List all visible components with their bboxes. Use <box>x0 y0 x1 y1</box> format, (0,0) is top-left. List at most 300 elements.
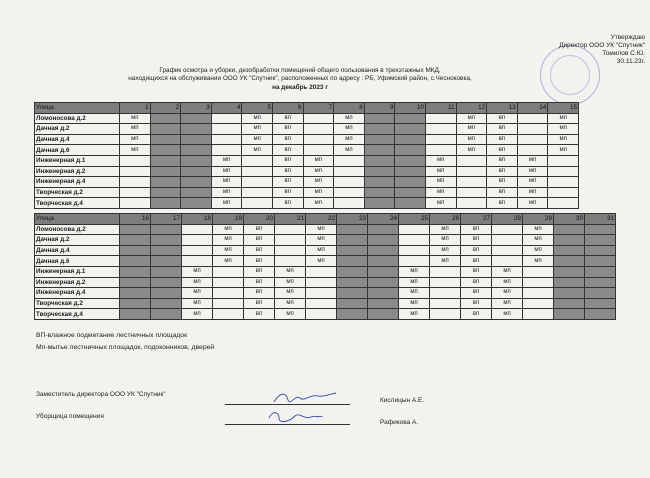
schedule-cell <box>242 166 273 177</box>
schedule-cell: мп <box>492 309 523 320</box>
schedule-cell: мп <box>182 277 213 288</box>
schedule-cell: вп <box>461 309 492 320</box>
schedule-cell: мп <box>306 235 337 246</box>
schedule-cell: вп <box>461 298 492 309</box>
schedule-cell: вп <box>272 155 303 166</box>
schedule-cell: мп <box>303 198 334 209</box>
schedule-cell: вп <box>244 298 275 309</box>
header-day: 1 <box>120 103 151 114</box>
schedule-cell: мп <box>275 309 306 320</box>
table-row <box>35 256 616 267</box>
table-row <box>35 298 616 309</box>
header-street: Улица <box>35 214 120 225</box>
header-day: 27 <box>461 214 492 225</box>
schedule-cell: вп <box>487 198 518 209</box>
street-name: Инженерная д.2 <box>35 166 120 177</box>
schedule-cell: мп <box>306 256 337 267</box>
schedule-cell <box>425 134 456 145</box>
schedule-cell: мп <box>182 298 213 309</box>
header-day: 6 <box>272 103 303 114</box>
schedule-cell: мп <box>303 155 334 166</box>
header-day: 24 <box>368 214 399 225</box>
table-row <box>35 198 579 209</box>
schedule-cell <box>150 124 181 135</box>
schedule-cell <box>120 235 151 246</box>
schedule-cell: мп <box>523 235 554 246</box>
street-name: Творческая д.4 <box>35 309 120 320</box>
schedule-cell <box>334 187 365 198</box>
schedule-cell <box>151 288 182 299</box>
table-row <box>35 113 579 124</box>
schedule-cell: вп <box>244 245 275 256</box>
schedule-cell <box>554 277 585 288</box>
schedule-cell <box>275 224 306 235</box>
schedule-cell <box>120 224 151 235</box>
schedule-cell <box>120 198 151 209</box>
table-row <box>35 177 579 188</box>
street-name: Дачная д.6 <box>35 145 120 156</box>
schedule-cell <box>151 298 182 309</box>
schedule-cell: вп <box>487 155 518 166</box>
schedule-cell <box>150 155 181 166</box>
schedule-table-days-1-15 <box>34 102 579 209</box>
schedule-cell <box>425 145 456 156</box>
legend-vp: ВП-влажное подметание лестничных площадок <box>36 332 188 339</box>
schedule-cell <box>213 266 244 277</box>
schedule-cell: вп <box>244 266 275 277</box>
schedule-cell: мп <box>523 256 554 267</box>
schedule-cell: мп <box>213 256 244 267</box>
schedule-cell <box>337 245 368 256</box>
schedule-cell: вп <box>272 134 303 145</box>
schedule-cell <box>368 266 399 277</box>
schedule-cell: мп <box>211 155 242 166</box>
schedule-cell: вп <box>272 198 303 209</box>
schedule-cell <box>585 277 616 288</box>
header-day: 12 <box>456 103 487 114</box>
schedule-cell: мп <box>120 113 151 124</box>
schedule-cell <box>120 298 151 309</box>
schedule-cell <box>213 309 244 320</box>
schedule-cell <box>585 224 616 235</box>
schedule-cell <box>456 177 487 188</box>
schedule-cell <box>456 187 487 198</box>
schedule-cell: вп <box>461 224 492 235</box>
schedule-cell: мп <box>399 298 430 309</box>
schedule-cell <box>548 166 579 177</box>
header-day: 10 <box>395 103 426 114</box>
schedule-cell <box>523 277 554 288</box>
schedule-cell <box>150 187 181 198</box>
schedule-cell <box>306 288 337 299</box>
schedule-cell: вп <box>272 145 303 156</box>
schedule-cell: мп <box>120 145 151 156</box>
table-row <box>35 166 579 177</box>
schedule-cell <box>585 288 616 299</box>
schedule-cell: вп <box>461 245 492 256</box>
schedule-cell <box>585 235 616 246</box>
schedule-cell <box>456 155 487 166</box>
schedule-cell <box>430 298 461 309</box>
schedule-cell <box>337 266 368 277</box>
schedule-cell <box>151 235 182 246</box>
header-day: 20 <box>244 214 275 225</box>
schedule-cell <box>554 245 585 256</box>
schedule-cell: мп <box>120 134 151 145</box>
schedule-cell: мп <box>430 235 461 246</box>
schedule-cell <box>399 256 430 267</box>
schedule-cell <box>337 224 368 235</box>
schedule-cell <box>182 224 213 235</box>
schedule-cell <box>368 288 399 299</box>
approval-block <box>520 34 645 66</box>
schedule-cell <box>364 124 395 135</box>
schedule-cell: мп <box>425 166 456 177</box>
schedule-cell <box>181 113 212 124</box>
schedule-cell: мп <box>306 245 337 256</box>
schedule-cell <box>181 198 212 209</box>
schedule-cell <box>395 187 426 198</box>
schedule-cell: мп <box>303 177 334 188</box>
schedule-cell: мп <box>303 166 334 177</box>
schedule-cell <box>430 277 461 288</box>
schedule-cell <box>337 235 368 246</box>
schedule-cell <box>430 309 461 320</box>
schedule-cell <box>517 145 548 156</box>
schedule-cell <box>364 113 395 124</box>
schedule-cell <box>181 187 212 198</box>
schedule-cell: мп <box>242 145 273 156</box>
table-row <box>35 288 616 299</box>
schedule-cell: мп <box>182 288 213 299</box>
schedule-cell: мп <box>211 187 242 198</box>
schedule-cell: вп <box>487 134 518 145</box>
schedule-cell <box>523 266 554 277</box>
approval-line: Томилов С.Ю. <box>602 50 645 57</box>
schedule-cell: мп <box>213 224 244 235</box>
schedule-cell <box>151 309 182 320</box>
schedule-cell: мп <box>517 155 548 166</box>
table-row <box>35 235 616 246</box>
header-day: 13 <box>487 103 518 114</box>
schedule-cell <box>395 134 426 145</box>
schedule-cell: мп <box>425 187 456 198</box>
schedule-cell: мп <box>548 113 579 124</box>
schedule-cell: вп <box>487 187 518 198</box>
schedule-cell <box>213 298 244 309</box>
schedule-cell <box>150 198 181 209</box>
header-day: 3 <box>181 103 212 114</box>
header-day: 19 <box>213 214 244 225</box>
schedule-cell <box>517 124 548 135</box>
schedule-cell: вп <box>244 235 275 246</box>
schedule-cell <box>585 266 616 277</box>
schedule-cell <box>554 256 585 267</box>
table-row <box>35 124 579 135</box>
schedule-cell: мп <box>242 134 273 145</box>
schedule-cell <box>395 113 426 124</box>
schedule-cell: мп <box>242 113 273 124</box>
schedule-cell: мп <box>548 145 579 156</box>
legend <box>36 330 214 354</box>
schedule-cell <box>211 113 242 124</box>
schedule-cell <box>368 256 399 267</box>
schedule-cell <box>150 166 181 177</box>
schedule-cell <box>368 245 399 256</box>
schedule-cell: вп <box>487 145 518 156</box>
schedule-cell: мп <box>213 245 244 256</box>
schedule-cell <box>430 266 461 277</box>
schedule-cell <box>399 245 430 256</box>
schedule-cell <box>120 288 151 299</box>
schedule-cell <box>150 113 181 124</box>
schedule-cell: мп <box>399 277 430 288</box>
header-row <box>35 103 579 114</box>
schedule-cell: мп <box>303 187 334 198</box>
schedule-cell <box>150 134 181 145</box>
street-name: Дачная д.2 <box>35 124 120 135</box>
schedule-cell <box>399 235 430 246</box>
schedule-cell: вп <box>244 288 275 299</box>
schedule-cell: вп <box>244 256 275 267</box>
schedule-cell <box>151 266 182 277</box>
schedule-cell: мп <box>211 166 242 177</box>
schedule-cell: вп <box>461 256 492 267</box>
schedule-cell <box>554 309 585 320</box>
street-name: Инженерная д.4 <box>35 288 120 299</box>
signature-name-cleaner: Рафикова А. <box>380 419 419 426</box>
header-day: 2 <box>150 103 181 114</box>
header-day: 30 <box>554 214 585 225</box>
schedule-cell: мп <box>425 198 456 209</box>
schedule-cell <box>334 155 365 166</box>
schedule-cell <box>548 198 579 209</box>
schedule-cell <box>151 245 182 256</box>
schedule-cell: мп <box>334 134 365 145</box>
schedule-cell: мп <box>211 198 242 209</box>
signature-name-deputy: Кислицын А.Е. <box>380 397 425 404</box>
schedule-cell <box>456 198 487 209</box>
schedule-cell <box>120 256 151 267</box>
legend-mp: Мп-мытье лестничных площадок, подоконников, дверей <box>36 344 215 351</box>
schedule-cell <box>548 187 579 198</box>
schedule-cell <box>150 145 181 156</box>
street-name: Дачная д.4 <box>35 245 120 256</box>
schedule-cell <box>242 187 273 198</box>
header-day: 23 <box>337 214 368 225</box>
schedule-cell: вп <box>487 124 518 135</box>
schedule-cell <box>275 235 306 246</box>
approval-line: Директор ООО УК "Спутник" <box>559 42 645 49</box>
schedule-cell: мп <box>492 288 523 299</box>
schedule-cell: вп <box>461 277 492 288</box>
schedule-cell <box>334 177 365 188</box>
schedule-cell <box>368 235 399 246</box>
signature-role-cleaner: Уборщица помещения <box>36 413 104 420</box>
schedule-cell: вп <box>487 113 518 124</box>
header-day: 31 <box>585 214 616 225</box>
schedule-cell <box>368 224 399 235</box>
schedule-cell: мп <box>213 235 244 246</box>
schedule-cell: вп <box>487 177 518 188</box>
header-row <box>35 214 616 225</box>
schedule-cell: мп <box>120 124 151 135</box>
schedule-cell: мп <box>523 224 554 235</box>
schedule-cell <box>364 155 395 166</box>
schedule-cell <box>585 298 616 309</box>
title-line: График осмотра и уборки, дезобработки помещений общего пользования в трехэтажных МКД, <box>159 67 441 74</box>
schedule-cell <box>395 155 426 166</box>
schedule-cell <box>517 134 548 145</box>
schedule-cell <box>120 187 151 198</box>
schedule-cell <box>337 309 368 320</box>
schedule-cell <box>120 166 151 177</box>
schedule-cell: мп <box>182 266 213 277</box>
header-day: 29 <box>523 214 554 225</box>
street-name: Творческая д.2 <box>35 187 120 198</box>
schedule-cell <box>306 277 337 288</box>
schedule-cell: мп <box>456 134 487 145</box>
schedule-cell <box>151 256 182 267</box>
header-day: 11 <box>425 103 456 114</box>
schedule-cell <box>425 113 456 124</box>
schedule-cell: вп <box>272 177 303 188</box>
schedule-cell <box>120 277 151 288</box>
header-day: 17 <box>151 214 182 225</box>
schedule-cell <box>303 113 334 124</box>
schedule-cell <box>523 309 554 320</box>
schedule-cell: мп <box>334 124 365 135</box>
header-day: 18 <box>182 214 213 225</box>
schedule-cell <box>425 124 456 135</box>
schedule-cell: мп <box>430 245 461 256</box>
schedule-cell <box>368 277 399 288</box>
schedule-cell: мп <box>425 177 456 188</box>
schedule-cell <box>150 177 181 188</box>
schedule-cell: мп <box>492 266 523 277</box>
schedule-cell <box>275 245 306 256</box>
header-day: 22 <box>306 214 337 225</box>
schedule-cell <box>337 288 368 299</box>
schedule-cell <box>585 309 616 320</box>
schedule-cell <box>275 256 306 267</box>
schedule-cell <box>395 124 426 135</box>
schedule-cell <box>181 134 212 145</box>
schedule-cell: мп <box>456 124 487 135</box>
schedule-cell <box>181 145 212 156</box>
street-name: Инженерная д.4 <box>35 177 120 188</box>
street-name: Ломоносова д.2 <box>35 113 120 124</box>
schedule-cell: мп <box>425 155 456 166</box>
schedule-cell <box>492 245 523 256</box>
schedule-cell: мп <box>517 166 548 177</box>
schedule-cell <box>120 177 151 188</box>
schedule-cell <box>120 245 151 256</box>
schedule-cell: мп <box>492 277 523 288</box>
schedule-cell <box>492 256 523 267</box>
schedule-cell <box>120 266 151 277</box>
schedule-cell <box>120 155 151 166</box>
table-row <box>35 145 579 156</box>
schedule-cell <box>181 155 212 166</box>
table-row <box>35 277 616 288</box>
schedule-cell <box>303 145 334 156</box>
schedule-cell <box>395 145 426 156</box>
signature-image-cleaner <box>265 408 325 426</box>
title-line: находящихся на обслуживании ООО УК "Спутник", расположенных по адресу : РБ, Уфимский район, с.Чесноковка, <box>128 75 472 83</box>
table-row <box>35 309 616 320</box>
schedule-cell: мп <box>399 266 430 277</box>
schedule-cell <box>548 177 579 188</box>
schedule-cell: вп <box>272 166 303 177</box>
schedule-cell: вп <box>461 235 492 246</box>
schedule-cell <box>364 177 395 188</box>
schedule-cell: вп <box>244 224 275 235</box>
schedule-cell <box>306 266 337 277</box>
schedule-cell <box>213 277 244 288</box>
schedule-cell: мп <box>517 187 548 198</box>
schedule-cell: вп <box>487 166 518 177</box>
schedule-cell: мп <box>275 266 306 277</box>
street-name: Дачная д.2 <box>35 235 120 246</box>
schedule-cell <box>306 298 337 309</box>
schedule-cell <box>211 124 242 135</box>
header-day: 15 <box>548 103 579 114</box>
signature-role-deputy: Заместитель директора ООО УК "Спутник" <box>36 391 166 398</box>
schedule-cell: вп <box>244 309 275 320</box>
schedule-cell <box>337 256 368 267</box>
schedule-table-days-16-31 <box>34 213 616 320</box>
schedule-cell <box>151 277 182 288</box>
title-month: на декабрь 2023 г <box>272 83 328 91</box>
table-row <box>35 155 579 166</box>
header-day: 28 <box>492 214 523 225</box>
schedule-cell <box>395 177 426 188</box>
schedule-cell <box>554 235 585 246</box>
schedule-cell <box>334 198 365 209</box>
schedule-cell: мп <box>492 298 523 309</box>
schedule-cell: вп <box>272 187 303 198</box>
schedule-cell <box>213 288 244 299</box>
schedule-cell: мп <box>517 198 548 209</box>
schedule-cell: мп <box>275 277 306 288</box>
header-day: 25 <box>399 214 430 225</box>
header-day: 5 <box>242 103 273 114</box>
header-day: 9 <box>364 103 395 114</box>
schedule-cell <box>211 134 242 145</box>
schedule-cell <box>554 224 585 235</box>
header-day: 16 <box>120 214 151 225</box>
header-day: 4 <box>211 103 242 114</box>
schedule-cell <box>306 309 337 320</box>
street-name: Инженерная д.1 <box>35 266 120 277</box>
schedule-cell: мп <box>334 113 365 124</box>
schedule-cell: мп <box>211 177 242 188</box>
header-street: Улица <box>35 103 120 114</box>
schedule-cell <box>181 177 212 188</box>
schedule-cell: мп <box>275 298 306 309</box>
schedule-cell <box>337 298 368 309</box>
schedule-cell <box>182 256 213 267</box>
schedule-cell: мп <box>182 309 213 320</box>
schedule-cell <box>242 198 273 209</box>
schedule-cell: мп <box>456 145 487 156</box>
schedule-cell <box>364 145 395 156</box>
table-row <box>35 224 616 235</box>
schedule-cell <box>181 166 212 177</box>
schedule-cell: мп <box>306 224 337 235</box>
schedule-cell <box>364 198 395 209</box>
